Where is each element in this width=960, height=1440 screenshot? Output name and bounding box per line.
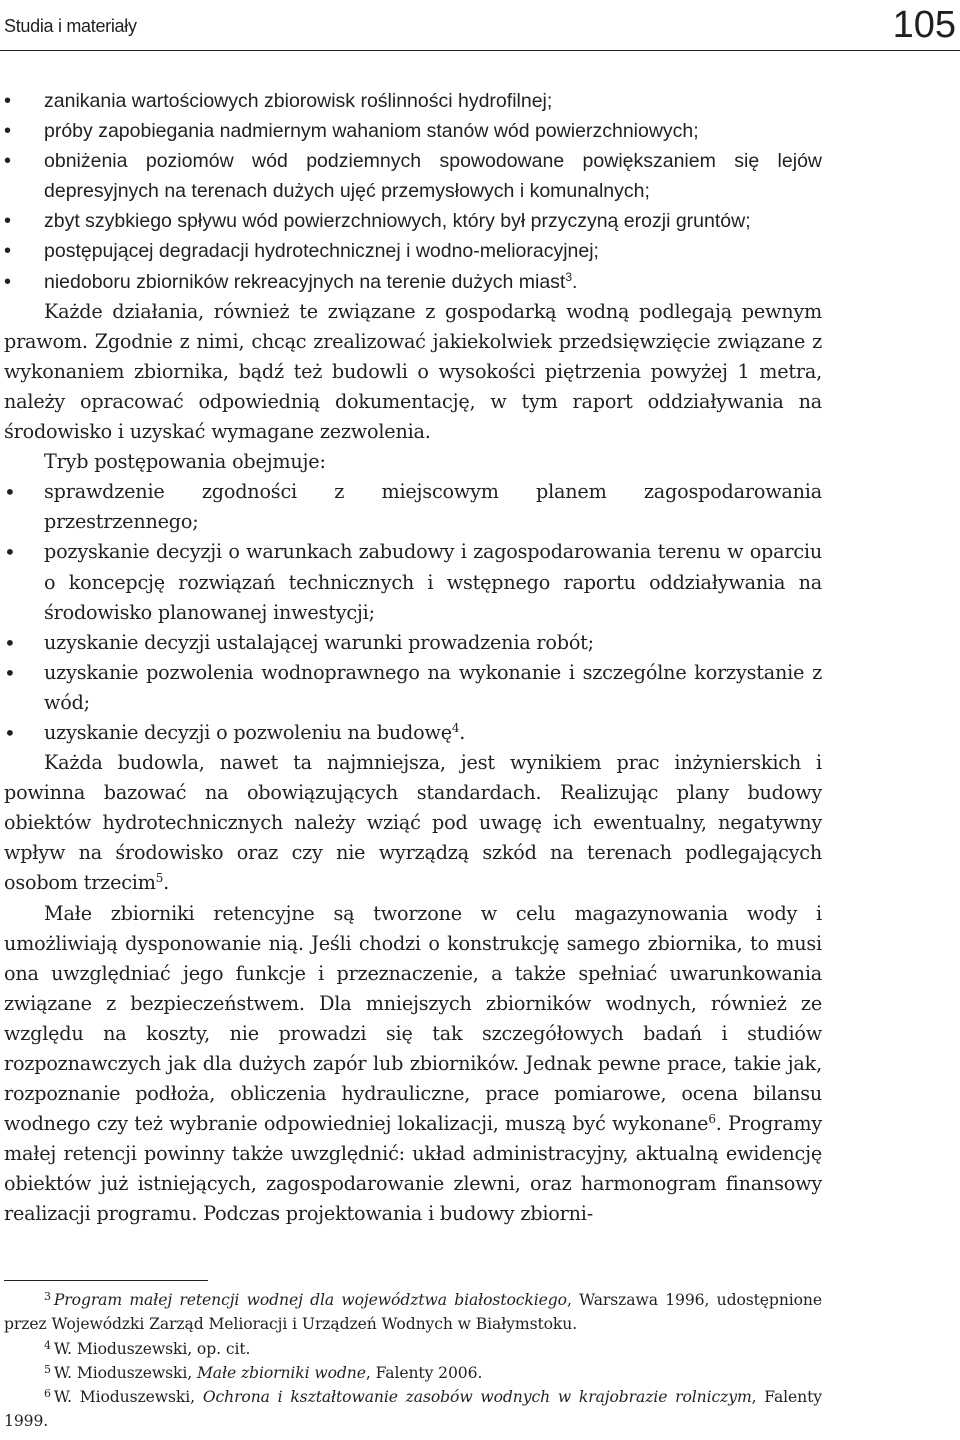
bullet-list-problems [4, 86, 822, 297]
list-item-end: . [459, 720, 466, 744]
footnote-title: Małe zbiorniki wodne [196, 1363, 366, 1382]
paragraph: Tryb postępowania obejmuje: [44, 450, 326, 474]
footnote-ref: 5 [155, 871, 164, 886]
list-item: • zanikania wartościowych zbiorowisk roślinności hydrofilnej; [4, 86, 822, 116]
paragraph: Każde działania, również te związane z gospodarką wodną podlegają pewnym prawom. Zgodnie z nimi, chcąc zrealizować jakiekolwiek przedsięwzięcie związane z wykonaniem zbiornika, bądź też budowli o wysokości piętrzenia powyżej 1 metra, należy opracować odpowiednią dokumentację, w tym raport oddziaływania na środowisko i uzyskać wymagane zezwolenia. [4, 299, 822, 444]
paragraph-text: Każda budowla, nawet ta najmniejsza, jest wynikiem prac inżynierskich i powinna bazować na obowiązujących standardach. Realizując plany budowy obiektów hydrotechnicznych należy wziąć pod uwagę ich ewentualny, negatywny wpływ na środowisko oraz czy nie wyrządzą szkód na terenach podlegających osobom trzecim [4, 751, 822, 895]
footnote-text: , Falenty 1999. [4, 1388, 822, 1431]
list-item: • pozyskanie decyzji o warunkach zabudowy i zagospodarowania terenu w oparciu o koncepcję rozwiązań technicznych i wstępnego raportu oddziaływania na środowisko planowanej inwestycji; [4, 537, 822, 627]
running-head: Studia i materiały [4, 16, 137, 36]
footnote-author: W. Mioduszewski, [53, 1363, 197, 1382]
list-item: • postępującej degradacji hydrotechnicznej i wodno-melioracyjnej; [4, 236, 822, 266]
footnote-text: W. Mioduszewski, op. cit. [53, 1339, 251, 1358]
paragraph [4, 748, 822, 898]
paragraph-text: . Programy małej retencji powinny także uwzględnić: układ administracyjny, aktualną ewidencję obiektów już istniejących, zagospodarowanie zlewni, oraz harmonogram finansowy realizacji programu. Podczas projektowania i budowy zbiorni- [4, 1112, 822, 1226]
footnote-4 [4, 1337, 822, 1361]
bullet-list-procedure [4, 477, 822, 748]
footnote-number: 6 [44, 1387, 51, 1401]
footnote-3 [4, 1288, 822, 1337]
footnote-author: W. Mioduszewski, [53, 1388, 203, 1407]
list-item-text: niedoboru zbiorników rekreacyjnych na terenie dużych miast [44, 270, 566, 293]
list-item: • uzyskanie decyzji ustalającej warunki prowadzenia robót; [4, 628, 822, 658]
footnote-ref: 6 [708, 1112, 716, 1127]
list-item-end: . [572, 270, 578, 293]
list-item: • uzyskanie pozwolenia wodnoprawnego na wykonanie i szczególne korzystanie z wód; [4, 658, 822, 718]
main-text [4, 86, 822, 1230]
list-item: • obniżenia poziomów wód podziemnych spowodowane powiększaniem się lejów depresyjnych na terenach dużych ujęć przemysłowych i komunalnych; [4, 146, 822, 206]
list-item: • zbyt szybkiego spływu wód powierzchniowych, który był przyczyną erozji gruntów; [4, 206, 822, 236]
footnote-ref: 4 [451, 720, 460, 735]
list-item-text: uzyskanie decyzji o pozwoleniu na budowę [44, 720, 452, 744]
paragraph [4, 899, 822, 1230]
paragraph-end: . [163, 871, 170, 895]
page-number: 105 [892, 4, 956, 46]
list-item: • próby zapobiegania nadmiernym wahaniom stanów wód powierzchniowych; [4, 116, 822, 146]
footnote-ref: 3 [565, 269, 573, 284]
footnote-number: 4 [44, 1338, 51, 1352]
footnote-6 [4, 1385, 822, 1434]
paragraph-text: Małe zbiorniki retencyjne są tworzone w celu magazynowania wody i umożliwiają dysponowanie nią. Jeśli chodzi o konstrukcję samego zbiornika, to musi ona uwzględniać jego funkcje i przeznaczenie, a także spełniać uwarunkowania związane z bezpieczeństwem. Dla mniejszych zbiorników wodnych, również ze względu na koszty, nie prowadzi się tak szczegółowych badań i studiów rozpoznawczych jak dla dużych zapór lub zbiorników. Jednak pewne prace, takie jak, rozpoznanie podłoża, obliczenia hydrauliczne, prace pomiarowe, ocena bilansu wodnego czy też wybranie odpowiedniej lokalizacji, muszą być wykonane [4, 901, 822, 1136]
footnote-number: 5 [44, 1362, 51, 1376]
footnote-5 [4, 1361, 822, 1385]
footnotes [4, 1288, 822, 1434]
list-item [4, 267, 822, 297]
list-item: • sprawdzenie zgodności z miejscowym planem zagospodarowania przestrzennego; [4, 477, 822, 537]
footnote-title: Ochrona i kształtowanie zasobów wodnych w krajobrazie rolniczym [202, 1388, 752, 1407]
footnote-title: Program małej retencji wodnej dla województwa białostockiego [53, 1291, 567, 1309]
page-header [0, 0, 960, 51]
footnote-text: , Falenty 2006. [365, 1363, 483, 1382]
footnote-divider [4, 1280, 208, 1281]
list-item [4, 718, 822, 748]
footnote-text: , Warszawa 1996, udostępnione przez Wojewódzki Zarząd Melioracji i Urządzeń Wodnych w Białymstoku. [4, 1291, 823, 1334]
footnote-number: 3 [44, 1290, 51, 1303]
